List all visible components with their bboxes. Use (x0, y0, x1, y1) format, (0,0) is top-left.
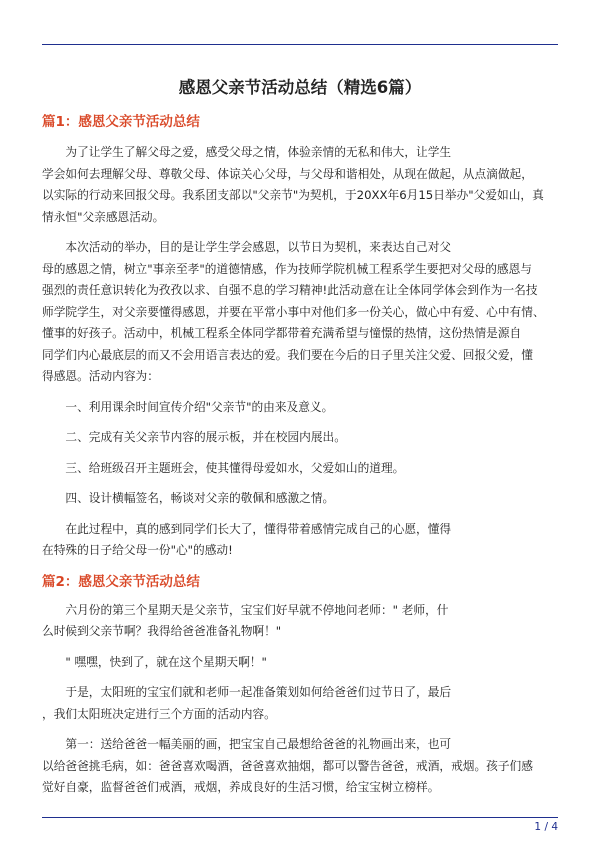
paragraph-line: 母的感恩之情，树立"事亲至孝"的道德情感，作为技师学院机械工程系学生要把对父母的感恩与 (42, 261, 532, 276)
page-number: 1 / 4 (534, 821, 558, 833)
paragraph-line: 六月份的第三个星期天是父亲节，宝宝们好早就不停地问老师：" 老师，什 (65, 602, 449, 617)
section-heading-1: 篇1：感恩父亲节活动总结 (42, 114, 200, 130)
section-1-body (42, 142, 558, 562)
document-body (42, 58, 558, 799)
section-heading-2: 篇2：感恩父亲节活动总结 (42, 573, 200, 590)
paragraph-line: 强烈的责任意识转化为孜孜以求、自强不息的学习精神!此活动意在让全体同学体会到作为一名技 (42, 283, 538, 297)
paragraph-line: 得感恩。活动内容为： (42, 369, 159, 383)
paragraph-line: 以实际的行动来回报父母。我系团支部以"父亲节"为契机，于20XX年6月15日举办"父爱如山，真 (42, 188, 544, 202)
paragraph-line: 同学们内心最底层的而又不会用语言表达的爱。我们要在今后的日子里关注父爱、回报父爱，懂 (42, 347, 533, 362)
paragraph-line: " 嘿嘿，快到了，就在这个星期天啊！" (65, 654, 267, 669)
paragraph-line: 情永恒"父亲感恩活动。 (42, 209, 165, 224)
paragraph-line: 以给爸爸挑毛病，如：爸爸喜欢喝酒，爸爸喜欢抽烟，都可以警告爸爸，戒酒，戒烟。孩子们感 (42, 758, 533, 773)
paragraph-line: 于是，太阳班的宝宝们就和老师一起准备策划如何给爸爸们过节日了，最后 (65, 685, 452, 699)
paragraph-line: 学会如何去理解父母、尊敬父母、体谅关心父母，与父母和谐相处，从现在做起，从点滴做起， (42, 166, 533, 181)
header-rule (42, 44, 558, 45)
paragraph-line: 在此过程中，真的感到同学们长大了，懂得带着感情完成自己的心愿，懂得 (65, 521, 452, 536)
document-title: 感恩父亲节活动总结（精选6篇） (178, 78, 422, 97)
footer-rule (42, 817, 558, 818)
paragraph-line: 本次活动的举办，目的是让学生学会感恩，以节日为契机，来表达自己对父 (65, 240, 452, 254)
list-item: 三、给班级召开主题班会，使其懂得母爱如水，父爱如山的道理。 (65, 460, 405, 475)
list-item: 四、设计横幅签名，畅谈对父亲的敬佩和感激之情。 (65, 491, 335, 505)
paragraph-line: ，我们太阳班决定进行三个方面的活动内容。 (42, 706, 276, 721)
paragraph-line: 懂事的好孩子。活动中，机械工程系全体同学都带着充满希望与憧憬的热情，这份热情是源自 (42, 326, 522, 340)
paragraph-line: 在特殊的日子给父母一份"心"的感动! (42, 543, 233, 557)
section-2-body (42, 600, 558, 799)
paragraph-line: 么时候到父亲节啊？我得给爸爸准备礼物啊！" (42, 624, 282, 638)
list-item: 二、完成有关父亲节内容的展示板，并在校园内展出。 (65, 430, 346, 444)
list-item: 一、利用课余时间宣传介绍"父亲节"的由来及意义。 (65, 399, 334, 414)
paragraph-line: 师学院学生，对父亲要懂得感恩，并要在平常小事中对他们多一份关心，做心中有爱、心中有情、 (42, 304, 545, 319)
paragraph-line: 觉好自豪，监督爸爸们戒酒，戒烟，养成良好的生活习惯，给宝宝树立榜样。 (42, 780, 440, 794)
paragraph-line: 为了让学生了解父母之爱，感受父母之情，体验亲情的无私和伟大，让学生 (65, 145, 452, 159)
paragraph-line: 第一：送给爸爸一幅美丽的画，把宝宝自己最想给爸爸的礼物画出来，也可 (65, 737, 452, 751)
